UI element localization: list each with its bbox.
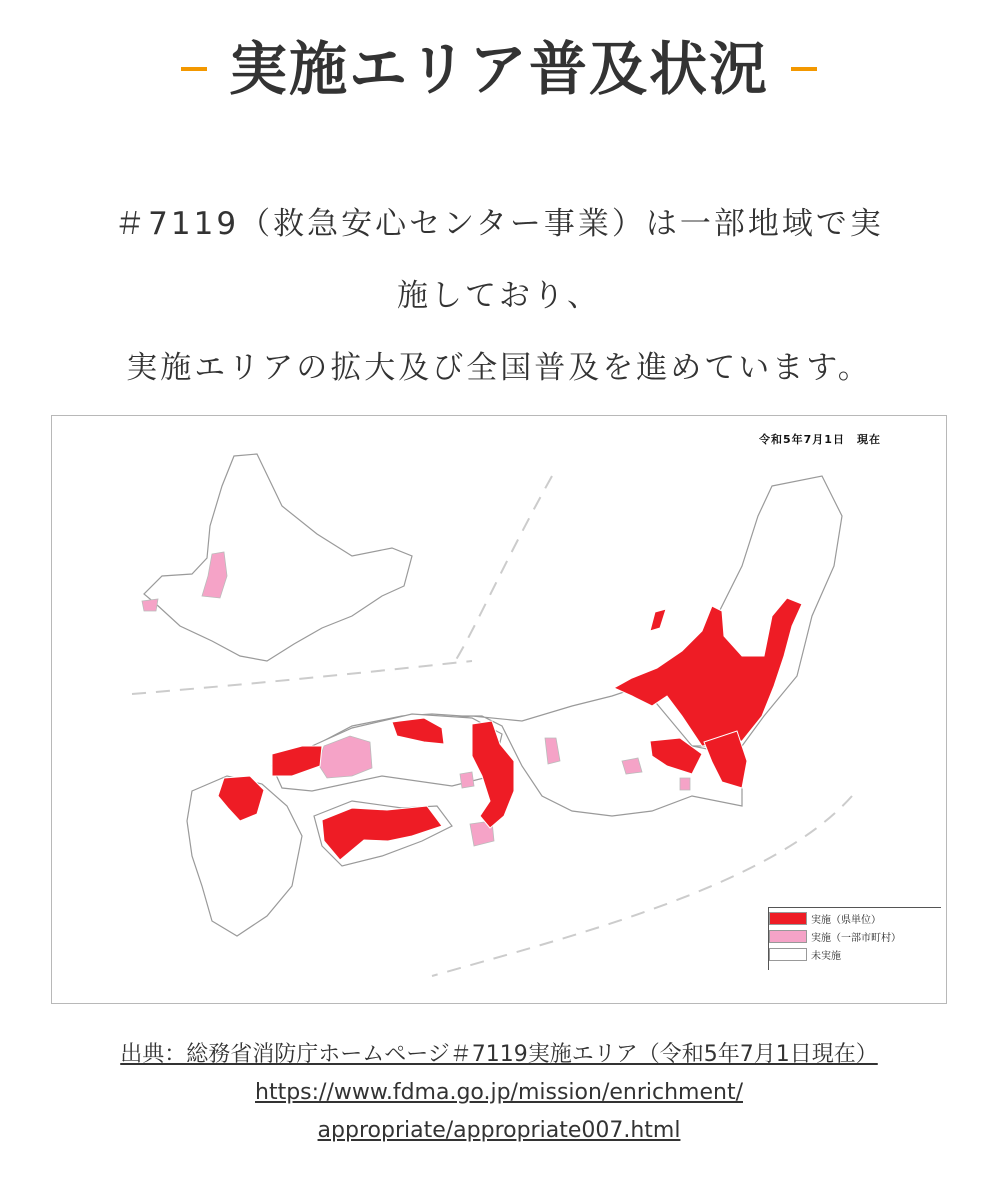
intro-line-1: ＃7119（救急安心センター事業）は一部地域で実: [114, 206, 884, 242]
japan-coverage-map: [51, 415, 947, 1004]
intro-line-2: 施しており、: [397, 278, 601, 314]
intro-line-3: 実施エリアの拡大及び全国普及を進めています。: [126, 350, 872, 386]
source-title-link[interactable]: 出典：総務省消防庁ホームページ＃7119実施エリア（令和5年7月1日現在）: [120, 1042, 878, 1067]
area-sado: [650, 609, 666, 631]
legend-label-prefecture: 実施（県単位）: [811, 915, 881, 926]
sea-boundary-line-1: [132, 661, 472, 694]
legend-item-none: [769, 947, 941, 962]
area-yamanashi: [622, 758, 642, 774]
title-left-dash: [181, 67, 207, 71]
map-date: 令和5年7月1日 現在: [759, 433, 881, 446]
page-title: 実施エリア普及状況: [228, 35, 769, 103]
area-hokkaido-hakodate: [142, 599, 158, 611]
sea-boundary-line-2: [452, 476, 552, 666]
area-hyogo-part: [460, 772, 474, 788]
source-url-link-1[interactable]: https://www.fdma.go.jp/mission/enrichment/: [255, 1080, 743, 1105]
area-kanagawa: [680, 778, 690, 790]
legend-item-prefecture: [769, 911, 941, 926]
source-citation: [20, 1036, 978, 1150]
legend-item-municipality: [769, 929, 941, 944]
source-url-link-2[interactable]: appropriate/appropriate007.html: [317, 1118, 681, 1143]
map-legend: [768, 907, 941, 970]
title-right-dash: [791, 67, 817, 71]
legend-swatch-prefecture: [769, 912, 807, 925]
legend-label-none: 未実施: [811, 951, 841, 962]
legend-swatch-municipality: [769, 930, 807, 943]
hokkaido: [144, 454, 412, 661]
intro-text: [40, 188, 958, 404]
title-row: [0, 35, 998, 103]
legend-label-municipality: 実施（一部市町村）: [811, 933, 901, 944]
legend-swatch-none: [769, 948, 807, 961]
